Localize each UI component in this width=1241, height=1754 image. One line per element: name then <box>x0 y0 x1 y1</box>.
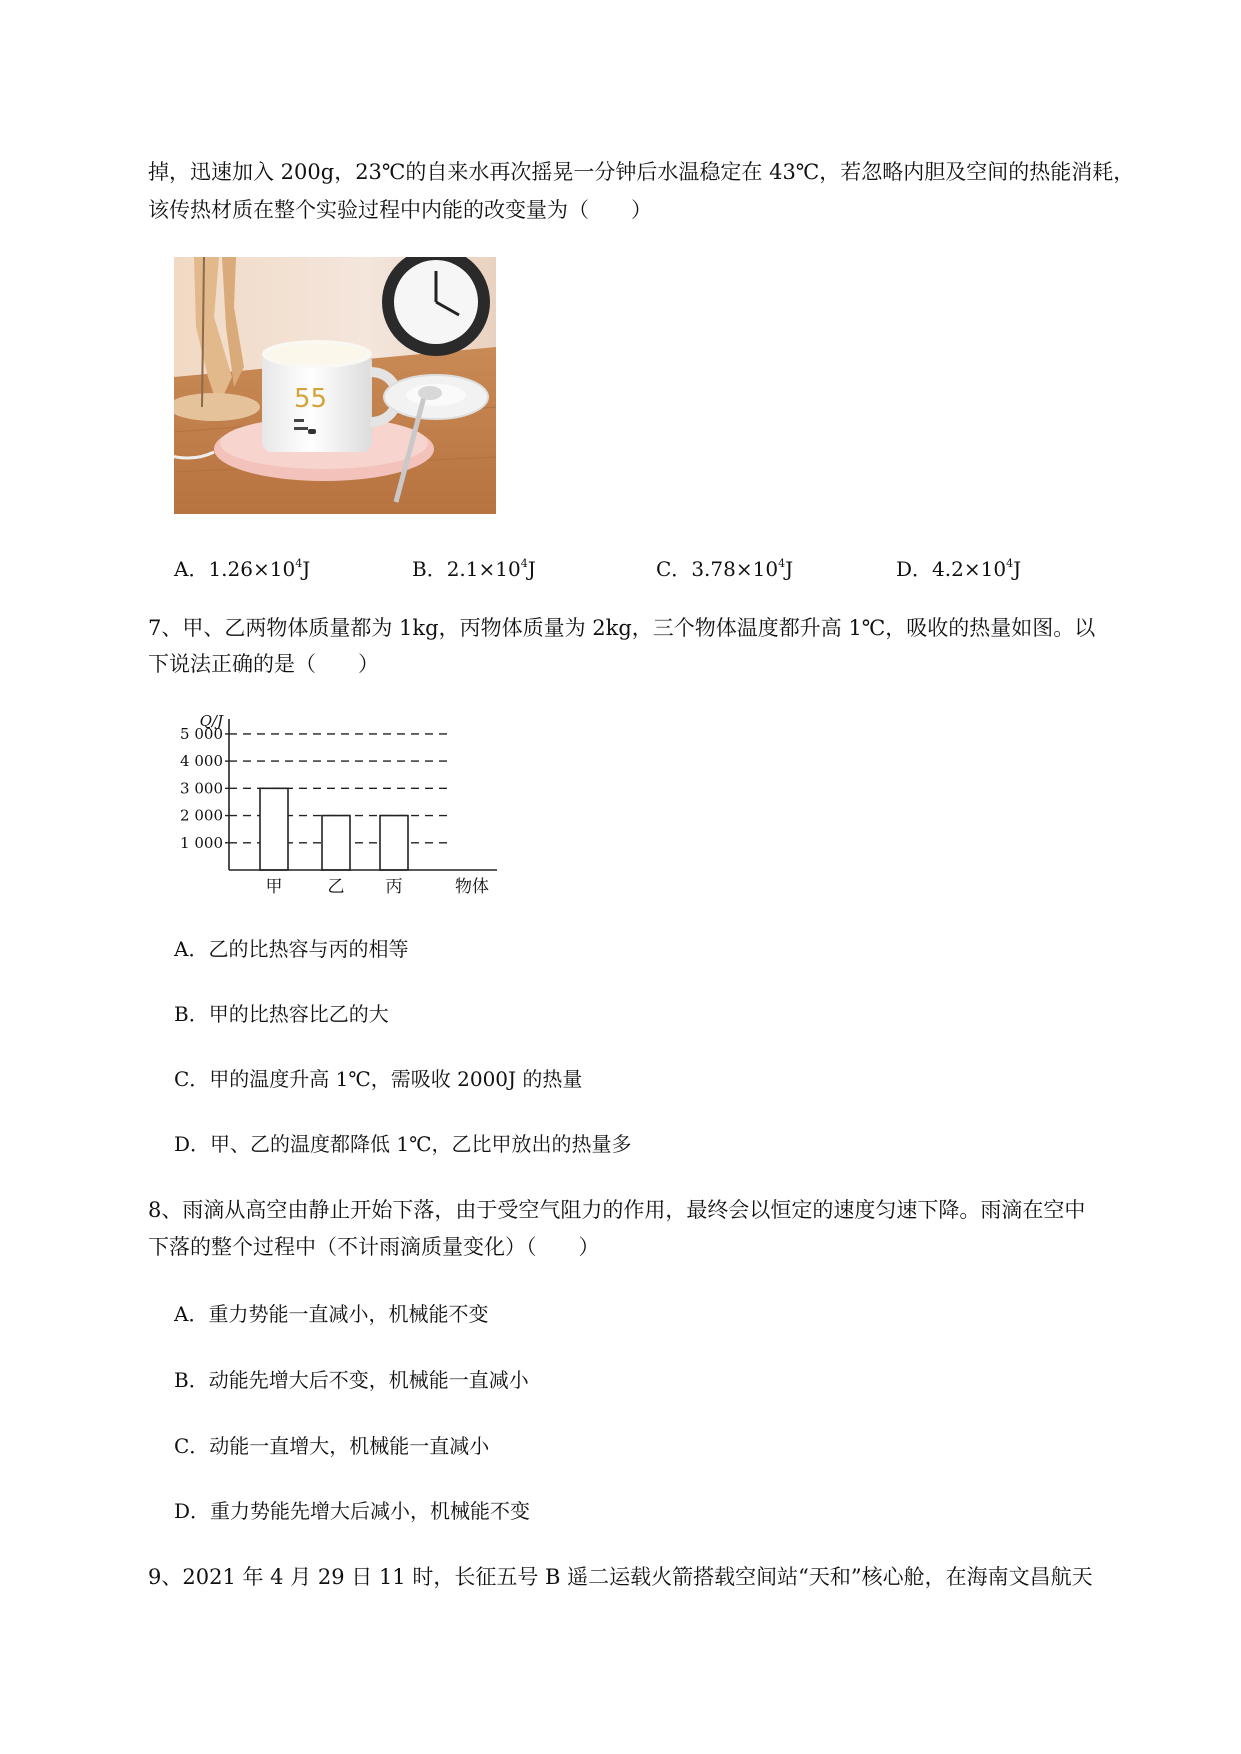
x-category-label: 甲 <box>265 877 283 895</box>
y-axis-label: Q/J <box>199 715 223 730</box>
q8-text-line-1: 8、雨滴从高空由静止开始下落，由于受空气阻力的作用，最终会以恒定的速度匀速下降。雨滴在空中 <box>148 1198 1086 1222</box>
q6-text-line-1: 掉，迅速加入 200g，23℃的自来水再次摇晃一分钟后水温稳定在 43℃，若忽略内胆及空间的热能消耗， <box>148 160 1135 184</box>
x-category-label: 乙 <box>327 877 345 895</box>
q7-option-c[interactable]: C．甲的温度升高 1℃，需吸收 2000J 的热量 <box>174 1067 583 1091</box>
y-tick-label: 5 000 <box>180 724 223 743</box>
q8-text-line-2: 下落的整个过程中（不计雨滴质量变化）（ ） <box>148 1235 600 1259</box>
q6-text-line-2: 该传热材质在整个实验过程中内能的改变量为（ ） <box>148 198 652 222</box>
q8-option-c[interactable]: C．动能一直增大，机械能一直减小 <box>174 1434 490 1458</box>
bar-3 <box>380 816 408 870</box>
y-tick-label: 1 000 <box>180 833 223 852</box>
q6-option-b[interactable]: B．$2.1\times 10^4J$ <box>412 557 536 581</box>
q7-option-a[interactable]: A．乙的比热容与丙的相等 <box>174 937 409 961</box>
q7-option-d[interactable]: D．甲、乙的温度都降低 1℃，乙比甲放出的热量多 <box>174 1132 632 1156</box>
q6-option-c[interactable]: C．$3.78\times 10^4J$ <box>656 557 794 581</box>
heat-bar-chart <box>172 715 512 895</box>
q8-option-a[interactable]: A．重力势能一直减小，机械能不变 <box>174 1302 489 1326</box>
q7-text-line-2: 下说法正确的是（ ） <box>148 652 379 676</box>
q7-option-b[interactable]: B．甲的比热容比乙的大 <box>174 1002 389 1026</box>
mug-warmer-photo <box>174 257 496 514</box>
bar-2 <box>322 816 350 870</box>
x-category-label: 丙 <box>385 877 403 895</box>
q8-option-d[interactable]: D．重力势能先增大后减小，机械能不变 <box>174 1499 531 1523</box>
bar-1 <box>260 788 288 870</box>
x-axis-label: 物体 <box>455 877 489 895</box>
y-tick-label: 3 000 <box>180 779 223 798</box>
cup-temperature-display: 55 <box>294 384 328 414</box>
q6-option-a[interactable]: A．$1.26\times 10^4J$ <box>174 557 311 581</box>
q9-text-line-1: 9、2021 年 4 月 29 日 11 时，长征五号 B 遥二运载火箭搭载空间站“天和”核心舱，在海南文昌航天 <box>148 1565 1093 1589</box>
y-tick-label: 4 000 <box>180 752 223 771</box>
q8-option-b[interactable]: B．动能先增大后不变，机械能一直减小 <box>174 1368 529 1392</box>
q6-option-d[interactable]: D．$4.2\times 10^4J$ <box>896 557 1022 581</box>
y-tick-label: 2 000 <box>180 806 223 825</box>
q7-text-line-1: 7、甲、乙两物体质量都为 1kg，丙物体质量为 2kg，三个物体温度都升高 1℃，吸收的热量如图。以 <box>148 616 1096 640</box>
